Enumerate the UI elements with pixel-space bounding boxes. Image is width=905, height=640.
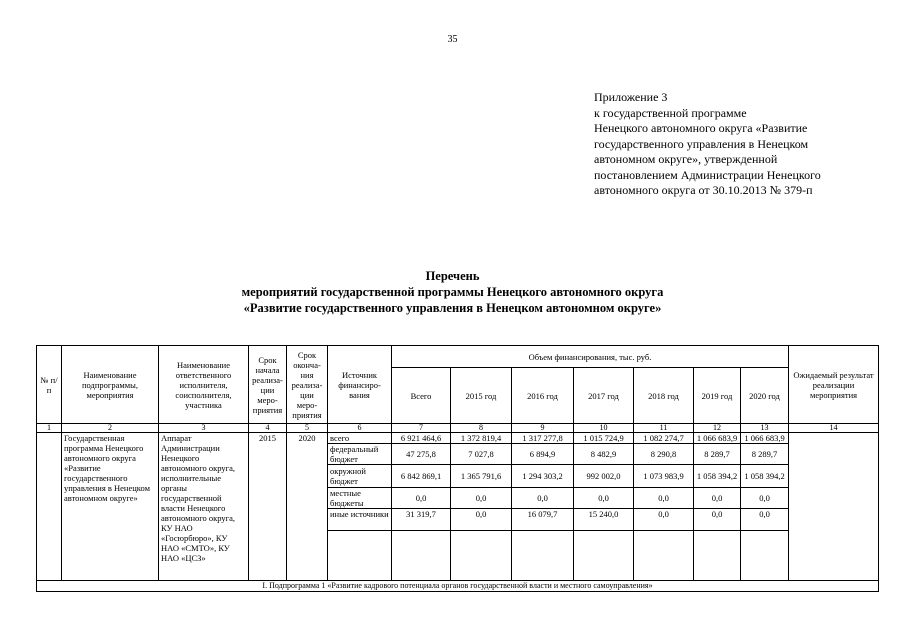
column-numbers-row <box>37 424 879 433</box>
program-responsible: Аппарат Администрации Ненецкого автономного округа, исполнительные органы государственной власти Ненецкого автономного округа, КУ НАО «Госюрбюро», КУ НАО «СМТО», КУ НАО «ЦСЗ» <box>159 433 249 581</box>
page-number: 35 <box>447 34 458 45</box>
header-year: 2019 год <box>694 368 741 424</box>
header-name: Наименование подпрограммы, мероприятия <box>62 346 159 424</box>
funding-value: 47 275,8 <box>392 444 451 465</box>
empty-cell <box>451 531 512 581</box>
col-number: 5 <box>287 424 328 433</box>
col-number: 8 <box>451 424 512 433</box>
col-number: 9 <box>512 424 574 433</box>
funding-value: 0,0 <box>694 488 741 509</box>
funding-source: всего <box>328 433 392 444</box>
empty-cell <box>512 531 574 581</box>
header-total: Всего <box>392 368 451 424</box>
table-row <box>37 433 879 444</box>
col-number: 6 <box>328 424 392 433</box>
appendix-line: к государственной программе <box>594 105 747 120</box>
funding-value: 1 066 683,9 <box>741 433 789 444</box>
empty-cell <box>634 531 694 581</box>
header-num: № п/п <box>37 346 62 424</box>
funding-value: 0,0 <box>634 488 694 509</box>
funding-value: 15 240,0 <box>574 509 634 531</box>
col-number: 14 <box>789 424 879 433</box>
col-number: 3 <box>159 424 249 433</box>
funding-value: 6 894,9 <box>512 444 574 465</box>
header-year: 2015 год <box>451 368 512 424</box>
funding-value: 1 073 983,9 <box>634 465 694 488</box>
program-start: 2015 <box>249 433 287 581</box>
appendix-line: Ненецкого автономного округа «Развитие <box>594 121 808 135</box>
funding-source: местные бюджеты <box>328 488 392 509</box>
funding-value: 1 058 394,2 <box>741 465 789 488</box>
funding-value: 1 015 724,9 <box>574 433 634 444</box>
funding-value: 0,0 <box>741 488 789 509</box>
header-year: 2016 год <box>512 368 574 424</box>
funding-value: 6 921 464,6 <box>392 433 451 444</box>
funding-source: федеральный бюджет <box>328 444 392 465</box>
header-year: 2018 год <box>634 368 694 424</box>
col-number: 4 <box>249 424 287 433</box>
appendix-note <box>594 90 894 199</box>
funding-value: 992 002,0 <box>574 465 634 488</box>
funding-value: 0,0 <box>451 488 512 509</box>
funding-value: 0,0 <box>741 509 789 531</box>
funding-value: 8 289,7 <box>694 444 741 465</box>
col-number: 7 <box>392 424 451 433</box>
funding-source: окружной бюджет <box>328 465 392 488</box>
funding-value: 7 027,8 <box>451 444 512 465</box>
col-number: 11 <box>634 424 694 433</box>
funding-value: 16 079,7 <box>512 509 574 531</box>
empty-cell <box>574 531 634 581</box>
program-end: 2020 <box>287 433 328 581</box>
funding-value: 0,0 <box>694 509 741 531</box>
funding-value: 0,0 <box>512 488 574 509</box>
funding-value: 8 290,8 <box>634 444 694 465</box>
doc-subtitle-2: «Развитие государственного управления в Ненецком автономном округе» <box>243 301 662 315</box>
funding-table <box>36 345 879 592</box>
funding-value: 1 317 277,8 <box>512 433 574 444</box>
header-source: Источник финансиро-вания <box>328 346 392 424</box>
funding-value: 6 842 869,1 <box>392 465 451 488</box>
empty-cell <box>741 531 789 581</box>
col-number: 13 <box>741 424 789 433</box>
funding-value: 8 482,9 <box>574 444 634 465</box>
header-result: Ожидаемый результат реализации мероприятия <box>789 346 879 424</box>
funding-value: 0,0 <box>574 488 634 509</box>
funding-value: 1 082 274,7 <box>634 433 694 444</box>
subprogram-title: I. Подпрограмма 1 «Развитие кадрового потенциала органов государственной власти и местного самоуправления» <box>37 581 879 592</box>
appendix-line: автономном округе», утвержденной <box>594 152 778 166</box>
col-number: 10 <box>574 424 634 433</box>
funding-value: 1 058 394,2 <box>694 465 741 488</box>
appendix-line: государственного управления в Ненецком <box>594 136 809 151</box>
header-end: Срок оконча-ния реализа-ции меро-приятия <box>287 346 328 424</box>
header-funding: Объем финансирования, тыс. руб. <box>392 346 789 368</box>
funding-value: 31 319,7 <box>392 509 451 531</box>
empty-cell <box>392 531 451 581</box>
appendix-line: автономного округа от 30.10.2013 № 379-п <box>594 183 813 197</box>
appendix-line: постановлением Администрации Ненецкого <box>594 167 821 182</box>
header-start: Срок начала реализа-ции меро-приятия <box>249 346 287 424</box>
funding-value: 0,0 <box>634 509 694 531</box>
funding-value: 1 066 683,9 <box>694 433 741 444</box>
header-responsible: Наименование ответственного исполнителя, соисполнителя, участника <box>159 346 249 424</box>
funding-value: 1 365 791,6 <box>451 465 512 488</box>
doc-subtitle-1: мероприятий государственной программы Ненецкого автономного округа <box>241 285 664 299</box>
col-number: 12 <box>694 424 741 433</box>
funding-value: 1 372 819,4 <box>451 433 512 444</box>
col-number: 2 <box>62 424 159 433</box>
program-name: Государственная программа Ненецкого автономного округа «Развитие государственного управления в Ненецком автономном округе» <box>62 433 159 581</box>
funding-value: 1 294 303,2 <box>512 465 574 488</box>
appendix-line: Приложение 3 <box>594 90 668 104</box>
col-number: 1 <box>37 424 62 433</box>
program-result <box>789 433 879 581</box>
funding-value: 8 289,7 <box>741 444 789 465</box>
doc-title: Перечень <box>425 269 480 283</box>
header-year: 2017 год <box>574 368 634 424</box>
funding-source: иные источники <box>328 509 392 531</box>
empty-cell <box>328 531 392 581</box>
header-year: 2020 год <box>741 368 789 424</box>
empty-cell <box>694 531 741 581</box>
row-num <box>37 433 62 581</box>
funding-value: 0,0 <box>392 488 451 509</box>
funding-value: 0,0 <box>451 509 512 531</box>
subprogram-row <box>37 581 879 592</box>
